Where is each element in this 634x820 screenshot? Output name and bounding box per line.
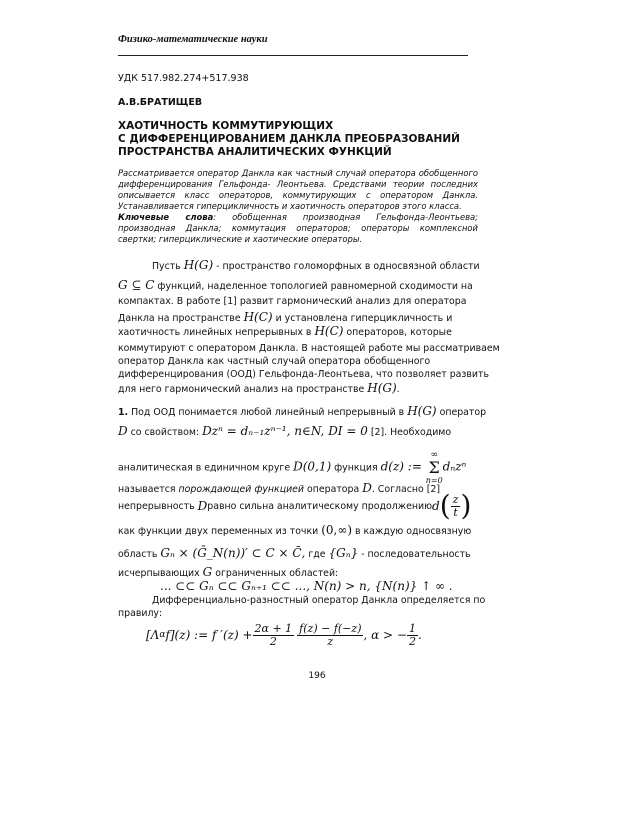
- math-D: D: [362, 481, 372, 495]
- math-D: D: [118, 424, 128, 438]
- body-line: G ⊆ C функций, наделенное топологией равномерной сходимости на: [118, 278, 473, 292]
- keywords-text: : обобщенная производная Гельфонда-Леонтьева; производная Данкла; коммутация операторов; операторы комплексной свертки; гиперциклические и хаотические операторы.: [118, 212, 479, 244]
- math-z-over-t: $\frac{z}{t}$: [452, 492, 459, 519]
- math-dz-def: d(z) :=: [380, 459, 426, 474]
- math-0inf: (0,∞): [321, 523, 353, 537]
- math-HG: H(G): [183, 258, 214, 272]
- body-line: называется порождающей функцией оператора D. Согласно [2]: [118, 481, 441, 495]
- body-line: оператор Данкла как частный случай оператора обобщенного: [118, 356, 431, 367]
- body-line: область Gₙ × (Ḡ_N(n))′ ⊂ C × C̄, где {Gₙ} - последовательность: [118, 546, 471, 560]
- math-G: G: [202, 565, 213, 579]
- body-line: непрерывность D равно сильна аналитическому продолжению d ( $\frac{z}{t}$ ): [118, 489, 472, 522]
- keywords: [118, 212, 478, 245]
- body-line: хаотичность линейных непрерывных в H(C) операторов, которые: [118, 324, 452, 338]
- title-line: С ДИФФЕРЕНЦИРОВАНИЕМ ДАНКЛА ПРЕОБРАЗОВАНИЙ: [118, 133, 460, 145]
- fraction: $\frac{f(z) - f(-z)}{z}$: [299, 621, 362, 648]
- body-line: правилу:: [118, 608, 163, 619]
- header-rule: [118, 55, 468, 56]
- page-number: 196: [308, 671, 326, 681]
- body-line: [118, 579, 470, 593]
- math-HG: H(G): [407, 404, 437, 418]
- math-dnzn: dₙzⁿ: [442, 459, 467, 474]
- body-line: как функции двух переменных из точки (0,∞) в каждую односвязную: [118, 523, 472, 537]
- emphasis: порождающей функцией: [178, 484, 305, 495]
- fraction: $\frac{1}{2}$: [408, 621, 416, 648]
- running-title: Физико-математические науки: [118, 34, 268, 45]
- math-Gn-set: {Gₙ}: [328, 546, 359, 560]
- body-line: для него гармонический анализ на пространстве H(G).: [118, 381, 400, 395]
- math-Dz-property: Dzⁿ = dₙ₋₁zⁿ⁻¹, n∈N, DI = 0: [202, 424, 368, 438]
- title-line: ХАОТИЧНОСТЬ КОММУТИРУЮЩИХ: [118, 120, 334, 132]
- fraction: $\frac{2\alpha + 1}{2}$: [254, 621, 293, 648]
- paragraph-number: 1.: [118, 407, 129, 418]
- math-sum: ∞ Σ n=0: [425, 450, 443, 485]
- body-line: коммутируют с оператором Данкла. В настоящей работе мы рассматриваем: [118, 343, 500, 354]
- body-line: дифференцирования (ООД) Гельфонда-Леонтьева, что позволяет развить: [118, 369, 489, 380]
- author: А.В.БРАТИЩЕВ: [118, 97, 203, 108]
- keywords-label: Ключевые слова: [118, 212, 214, 222]
- body-line: 1. Под ООД понимается любой линейный непрерывный в H(G) оператор: [118, 404, 487, 418]
- math-HC: H(C): [314, 324, 344, 338]
- body-line: исчерпывающих G ограниченных областей:: [118, 565, 339, 579]
- body-line: Пусть H(G) - пространство голоморфных в односвязной области: [152, 258, 480, 272]
- dunkl-formula: [Λ α f](z) := f ′(z) + $\frac{2\alpha + 1}{2}$ $\frac{f(z) - f(-z)}{z}$ , α > − $\frac{1}{2}$ .: [146, 621, 422, 648]
- math-exhaustion-chain: ... ⊂⊂ Gₙ ⊂⊂ Gₙ₊₁ ⊂⊂ ..., N(n) > n, {N(n)} ↑ ∞ .: [160, 579, 453, 593]
- article-title: [118, 120, 478, 159]
- body-line: Данкла на пространстве H(C) и установлена гиперцикличность и: [118, 310, 453, 324]
- abstract: Рассматривается оператор Данкла как частный случай оператора обобщенного дифференцирования Гельфонда- Леонтьева. Средствами теории последних описывается класс операторов, коммутирующих с оператором Данкла. Устанавливается гиперцикличность и хаотичность операторов этого класса.: [118, 168, 478, 211]
- body-line: Дифференциально-разностный оператор Данкла определяется по: [152, 595, 486, 606]
- body-line: компактах. В работе [1] развит гармонический анализ для оператора: [118, 296, 467, 307]
- math-HC: H(C): [243, 310, 273, 324]
- udc-code: УДК 517.982.274+517.938: [118, 73, 249, 84]
- math-HG: H(G): [367, 381, 397, 395]
- math-GC: G ⊆ C: [118, 278, 155, 292]
- math-D: D: [197, 499, 208, 513]
- math-d: d: [432, 499, 440, 513]
- math-D01: D(0,1): [293, 459, 332, 474]
- body-line: D со свойством: Dzⁿ = dₙ₋₁zⁿ⁻¹, n∈N, DI = 0 [2]. Необходимо: [118, 424, 452, 438]
- math-Gn-product: Gₙ × (Ḡ_N(n))′ ⊂ C × C̄,: [160, 546, 306, 560]
- title-line: ПРОСТРАНСТВА АНАЛИТИЧЕСКИХ ФУНКЦИЙ: [118, 146, 392, 158]
- body-line: аналитическая в единичном круге D(0,1) функция d(z) := ∞ Σ n=0 dₙzⁿ: [118, 450, 467, 485]
